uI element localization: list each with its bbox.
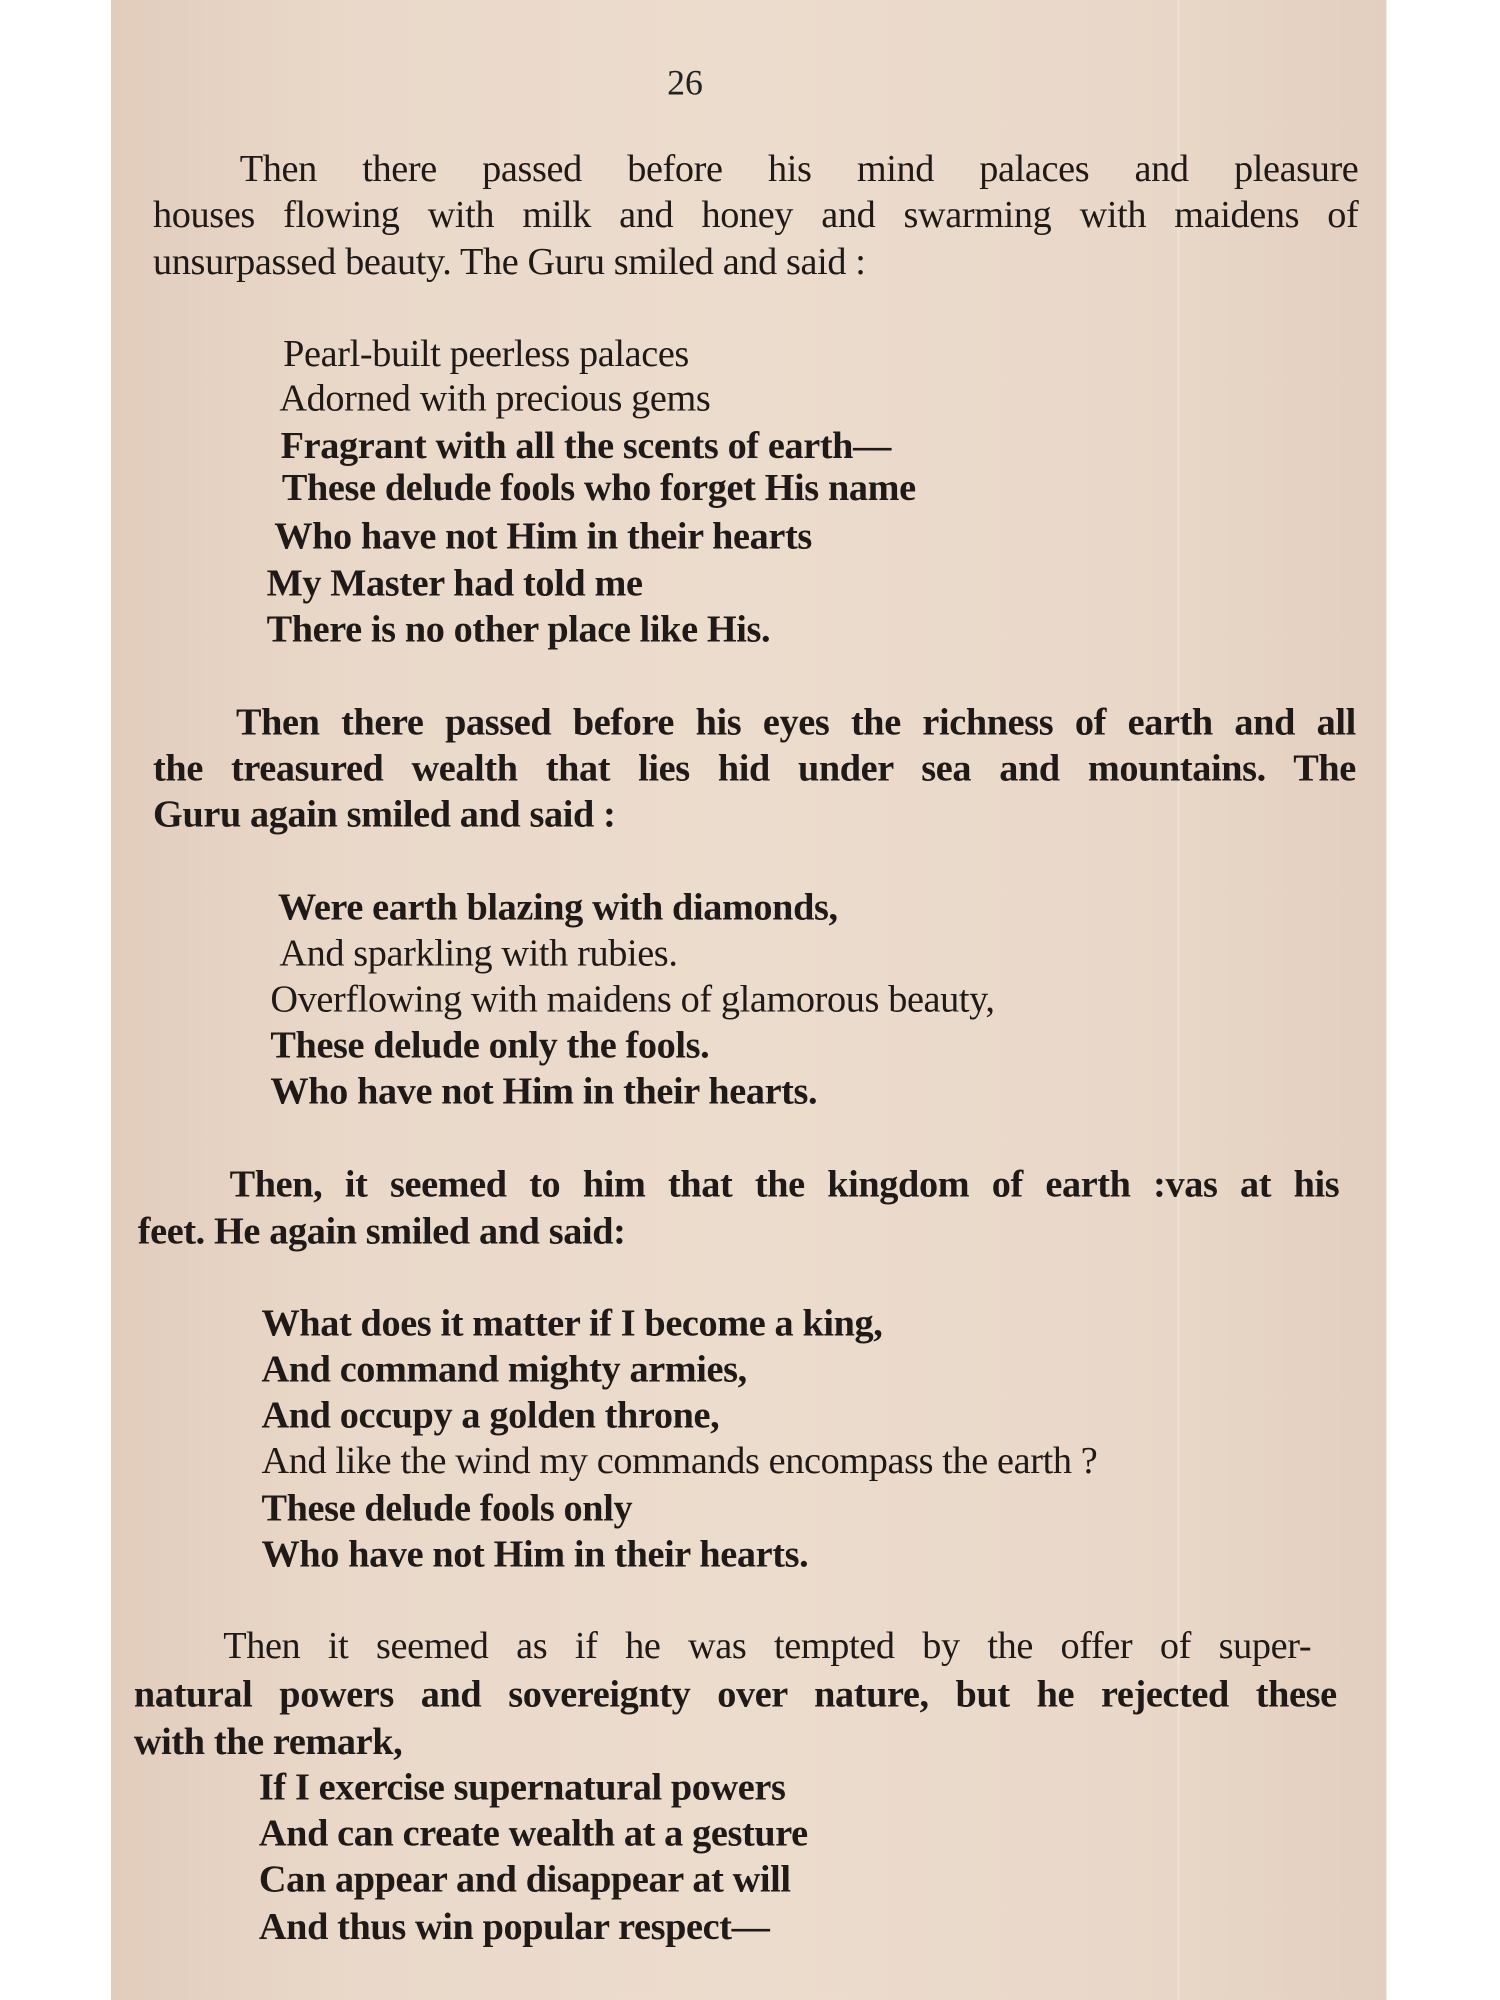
text-line: feet. He again smiled and said: bbox=[137, 1210, 626, 1253]
text-line: houses flowing with milk and honey and swarming with maidens of bbox=[153, 193, 1359, 236]
poem-line: And thus win popular respect— bbox=[258, 1905, 770, 1948]
poem-line: These delude only the fools. bbox=[270, 1024, 710, 1067]
poem-line: And occupy a golden throne, bbox=[261, 1394, 720, 1437]
text-line: Then it seemed as if he was tempted by the offer of super- bbox=[223, 1624, 1312, 1668]
poem-line: Were earth blazing with diamonds, bbox=[278, 886, 838, 929]
text-line: Then there passed before his mind palaces and pleasure bbox=[239, 147, 1359, 191]
text-line: with the remark, bbox=[133, 1720, 403, 1763]
poem-line: If I exercise supernatural powers bbox=[258, 1766, 786, 1809]
poem-line: Overflowing with maidens of glamorous beauty, bbox=[270, 978, 995, 1021]
poem-line: Fragrant with all the scents of earth— bbox=[280, 424, 891, 467]
poem-line: What does it matter if I become a king, bbox=[261, 1302, 883, 1345]
poem-line: Pearl-built peerless palaces bbox=[283, 332, 689, 375]
page-number: 26 bbox=[667, 63, 703, 104]
poem-line: Who have not Him in their hearts. bbox=[261, 1533, 809, 1576]
poem-line: These delude fools only bbox=[261, 1487, 633, 1530]
poem-line: My Master had told me bbox=[266, 562, 643, 605]
poem-line: And can create wealth at a gesture bbox=[258, 1812, 808, 1855]
text-line: unsurpassed beauty. The Guru smiled and said : bbox=[153, 241, 866, 284]
poem-line: Who have not Him in their hearts bbox=[274, 515, 812, 558]
poem-line: Can appear and disappear at will bbox=[258, 1858, 791, 1901]
poem-line: And sparkling with rubies. bbox=[279, 932, 678, 975]
poem-line: These delude fools who forget His name bbox=[281, 466, 916, 509]
poem-line: Who have not Him in their hearts. bbox=[270, 1070, 818, 1113]
poem-line: There is no other place like His. bbox=[266, 608, 771, 651]
text-line: Then there passed before his eyes the richness of earth and all bbox=[235, 701, 1356, 744]
text-line: Then, it seemed to him that the kingdom of earth :vas at his bbox=[229, 1163, 1340, 1206]
poem-line: Adorned with precious gems bbox=[279, 377, 711, 420]
poem-line: And like the wind my commands encompass the earth ? bbox=[261, 1440, 1098, 1483]
text-line: natural powers and sovereignty over nature, but he rejected these bbox=[133, 1673, 1337, 1716]
text-line: Guru again smiled and said : bbox=[153, 793, 616, 836]
poem-line: And command mighty armies, bbox=[261, 1348, 747, 1391]
text-line: the treasured wealth that lies hid under sea and mountains. The bbox=[153, 747, 1356, 790]
